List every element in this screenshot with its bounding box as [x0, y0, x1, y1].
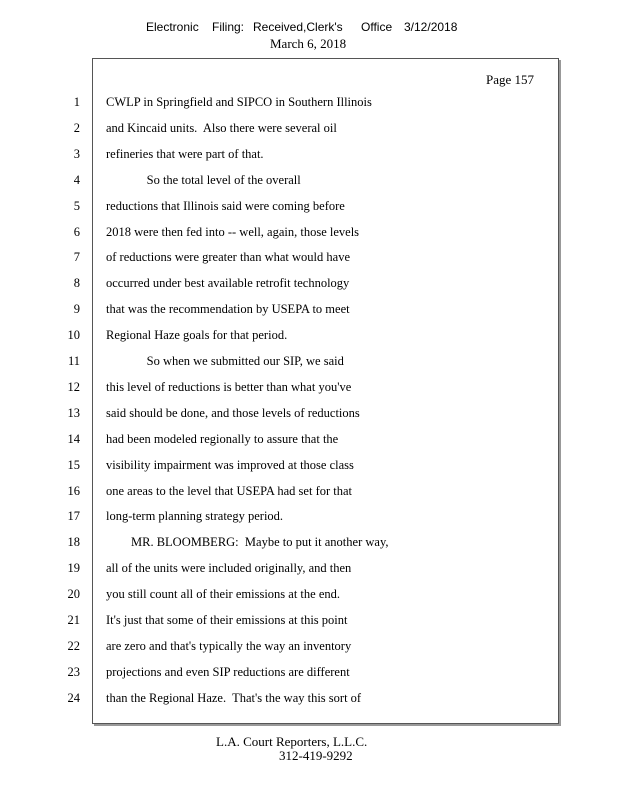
line-number: 15	[67, 457, 80, 472]
line-text: all of the units were included originally, and then	[106, 561, 352, 576]
line-number: 1	[73, 95, 80, 109]
transcript-line	[0, 484, 618, 504]
transcript-line	[0, 587, 618, 607]
line-text: reductions that Illinois said were coming before	[106, 198, 345, 213]
line-number: 10	[67, 328, 80, 343]
transcript-line	[0, 432, 618, 452]
hearing-date: March 6, 2018	[270, 36, 347, 51]
stamp-word-office: Office	[361, 20, 393, 34]
transcript-line	[0, 199, 618, 219]
transcript-line	[0, 380, 618, 400]
transcript-line	[0, 458, 618, 478]
line-number: 18	[67, 535, 80, 550]
footer-phone: 312-419-9292	[279, 748, 353, 763]
line-text: So the total level of the overall	[106, 172, 301, 187]
line-text: 2018 were then fed into -- well, again, those levels	[106, 224, 360, 239]
transcript-line	[0, 147, 618, 167]
line-text: than the Regional Haze. That's the way this sort of	[106, 690, 362, 705]
transcript-line	[0, 302, 618, 322]
line-number: 9	[73, 302, 80, 317]
transcript-line	[0, 535, 618, 555]
stamp-word-date: 3/12/2018	[404, 20, 458, 34]
transcript-line	[0, 354, 618, 374]
transcript-line	[0, 225, 618, 245]
line-number: 11	[67, 354, 80, 368]
line-text: of reductions were greater than what would have	[106, 250, 351, 265]
line-number: 4	[73, 172, 80, 187]
line-text: refineries that were part of that.	[106, 146, 264, 161]
stamp-word-filing: Filing:	[212, 20, 245, 34]
line-number: 7	[73, 250, 80, 265]
line-text: said should be done, and those levels of reductions	[106, 405, 360, 420]
line-text: this level of reductions is better than what you've	[106, 379, 352, 394]
line-number: 16	[67, 483, 80, 498]
transcript-line	[0, 665, 618, 685]
line-number: 17	[67, 509, 80, 524]
transcript-line	[0, 509, 618, 529]
line-number: 6	[73, 224, 80, 239]
transcript-line	[0, 328, 618, 348]
stamp-word-received: Received,Clerk's	[253, 20, 343, 34]
transcript-line	[0, 639, 618, 659]
line-number: 20	[67, 587, 80, 602]
footer-company: L.A. Court Reporters, L.L.C.	[216, 734, 368, 749]
line-text: had been modeled regionally to assure that the	[106, 431, 339, 446]
page-number: Page 157	[486, 72, 535, 87]
line-number: 19	[67, 561, 80, 576]
line-number: 23	[67, 664, 80, 679]
transcript-line	[0, 691, 618, 711]
line-number: 21	[67, 613, 80, 627]
line-text: one areas to the level that USEPA had set for that	[106, 483, 353, 498]
transcript-line	[0, 95, 618, 115]
line-text: are zero and that's typically the way an inventory	[106, 638, 352, 653]
line-text: projections and even SIP reductions are different	[106, 664, 350, 679]
line-text: long-term planning strategy period.	[106, 509, 284, 524]
line-number: 14	[67, 431, 80, 446]
transcript-line	[0, 173, 618, 193]
line-number: 13	[67, 405, 80, 420]
line-text: CWLP in Springfield and SIPCO in Southern Illinois	[106, 95, 372, 109]
line-number: 22	[67, 638, 80, 653]
line-text: you still count all of their emissions at the end.	[106, 587, 340, 602]
line-text: and Kincaid units. Also there were several oil	[106, 120, 337, 135]
transcript-line	[0, 250, 618, 270]
stamp-word-electronic: Electronic	[146, 20, 199, 34]
line-number: 8	[73, 276, 80, 291]
line-number: 2	[73, 120, 80, 135]
line-text: visibility impairment was improved at those class	[106, 457, 354, 472]
transcript-line	[0, 276, 618, 296]
line-text: that was the recommendation by USEPA to meet	[106, 302, 350, 317]
transcript-line	[0, 561, 618, 581]
line-number: 12	[67, 379, 80, 394]
line-text: occurred under best available retrofit technology	[106, 276, 350, 291]
transcript-line	[0, 613, 618, 633]
line-number: 5	[73, 198, 80, 213]
transcript-line	[0, 406, 618, 426]
transcript-line	[0, 121, 618, 141]
line-number: 24	[67, 690, 80, 705]
line-number: 3	[73, 146, 80, 161]
line-text: It's just that some of their emissions at this point	[106, 613, 348, 627]
line-text: So when we submitted our SIP, we said	[106, 354, 344, 368]
line-text: MR. BLOOMBERG: Maybe to put it another way,	[106, 535, 389, 550]
line-text: Regional Haze goals for that period.	[106, 328, 288, 343]
